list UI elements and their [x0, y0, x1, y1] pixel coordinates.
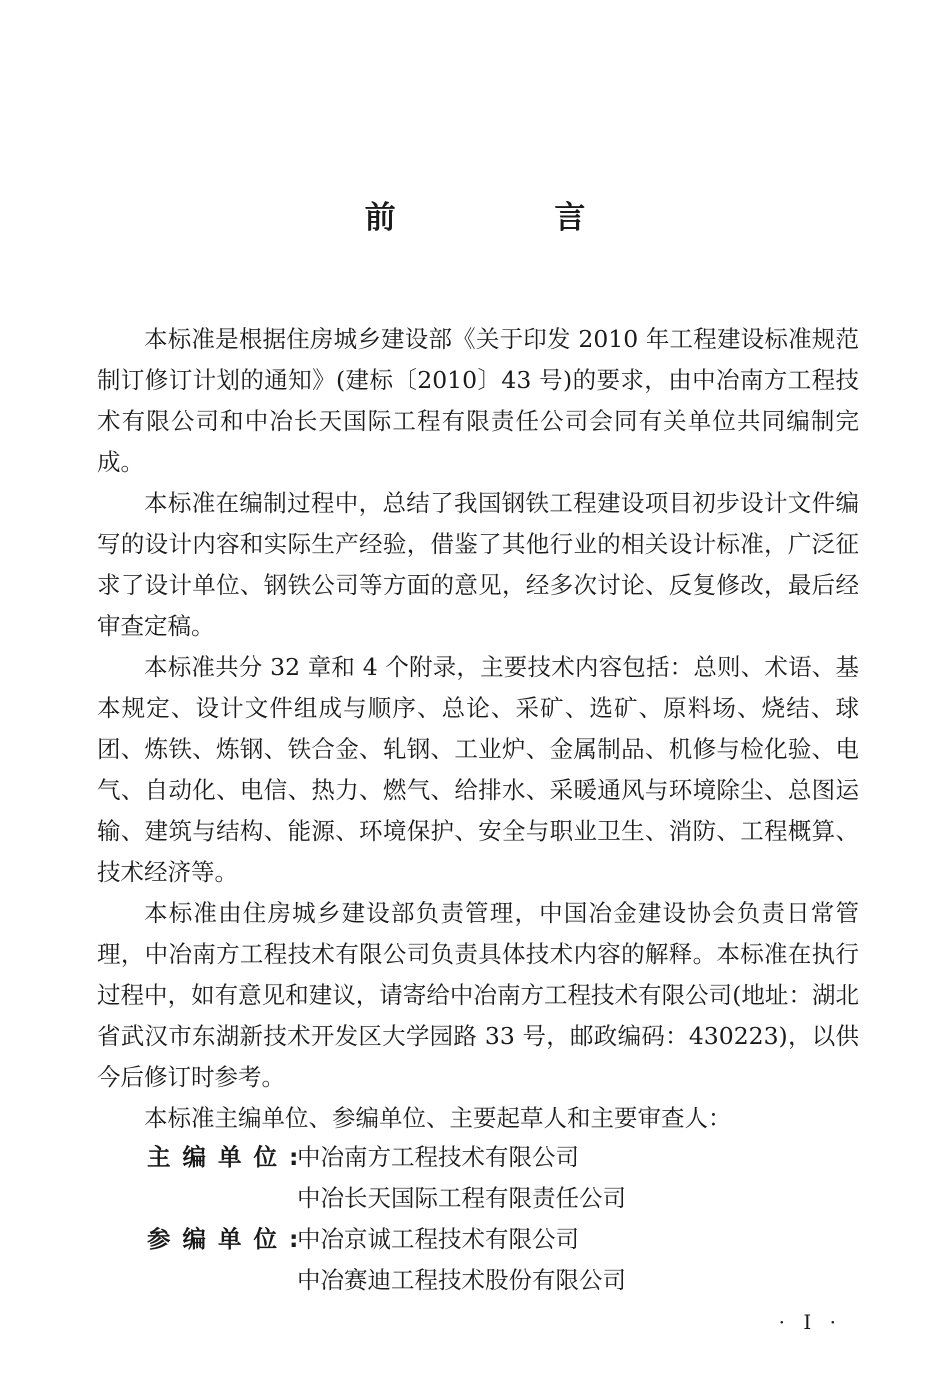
- paragraph-credits-intro: 本标准主编单位、参编单位、主要起草人和主要审查人：: [144, 1104, 732, 1132]
- participating-unit-row: [97, 1219, 859, 1260]
- paragraph-compilation: 本标准在编制过程中，总结了我国钢铁工程建设项目初步设计文件编写的设计内容和实际生产经验，借鉴了其他行业的相关设计标准，广泛征求了设计单位、钢铁公司等方面的意见，经多次讨论、反复修改，最后经审查定稿。: [97, 489, 859, 640]
- preface-body: [97, 319, 859, 1139]
- chief-unit-row: [97, 1178, 859, 1219]
- chief-unit-name: 中冶长天国际工程有限责任公司: [297, 1184, 626, 1212]
- chief-unit-row: [97, 1137, 859, 1178]
- paragraph-management: 本标准由住房城乡建设部负责管理，中国冶金建设协会负责日常管理，中冶南方工程技术有限公司负责具体技术内容的解释。本标准在执行过程中，如有意见和建议，请寄给中冶南方工程技术有限公司(地址：湖北省武汉市东湖新技术开发区大学园路 33 号，邮政编码：430223)，以供今后修订时参考。: [97, 899, 859, 1091]
- page-title: 前 言: [364, 200, 660, 236]
- page-number: · Ⅰ ·: [778, 1310, 842, 1334]
- paragraph-basis: 本标准是根据住房城乡建设部《关于印发 2010 年工程建设标准规范制订修订计划的通知》(建标〔2010〕43 号)的要求，由中冶南方工程技术有限公司和中冶长天国际工程有限责任公司会同有关单位共同编制完成。: [97, 325, 859, 476]
- participating-unit-name: 中冶赛迪工程技术股份有限公司: [297, 1266, 626, 1294]
- participating-unit-name: 中冶京诚工程技术有限公司: [297, 1225, 579, 1253]
- participating-unit-row: [97, 1260, 859, 1301]
- chief-unit-name: 中冶南方工程技术有限公司: [297, 1143, 579, 1171]
- paragraph-contents: 本标准共分 32 章和 4 个附录，主要技术内容包括：总则、术语、基本规定、设计文件组成与顺序、总论、采矿、选矿、原料场、烧结、球团、炼铁、炼钢、铁合金、轧钢、工业炉、金属制品、机修与检化验、电气、自动化、电信、热力、燃气、给排水、采暖通风与环境除尘、总图运输、建筑与结构、能源、环境保护、安全与职业卫生、消防、工程概算、技术经济等。: [97, 653, 859, 886]
- chief-unit-label: 主编单位:: [147, 1143, 311, 1171]
- credits-list: [97, 1137, 859, 1301]
- participating-unit-label: 参编单位:: [147, 1225, 311, 1253]
